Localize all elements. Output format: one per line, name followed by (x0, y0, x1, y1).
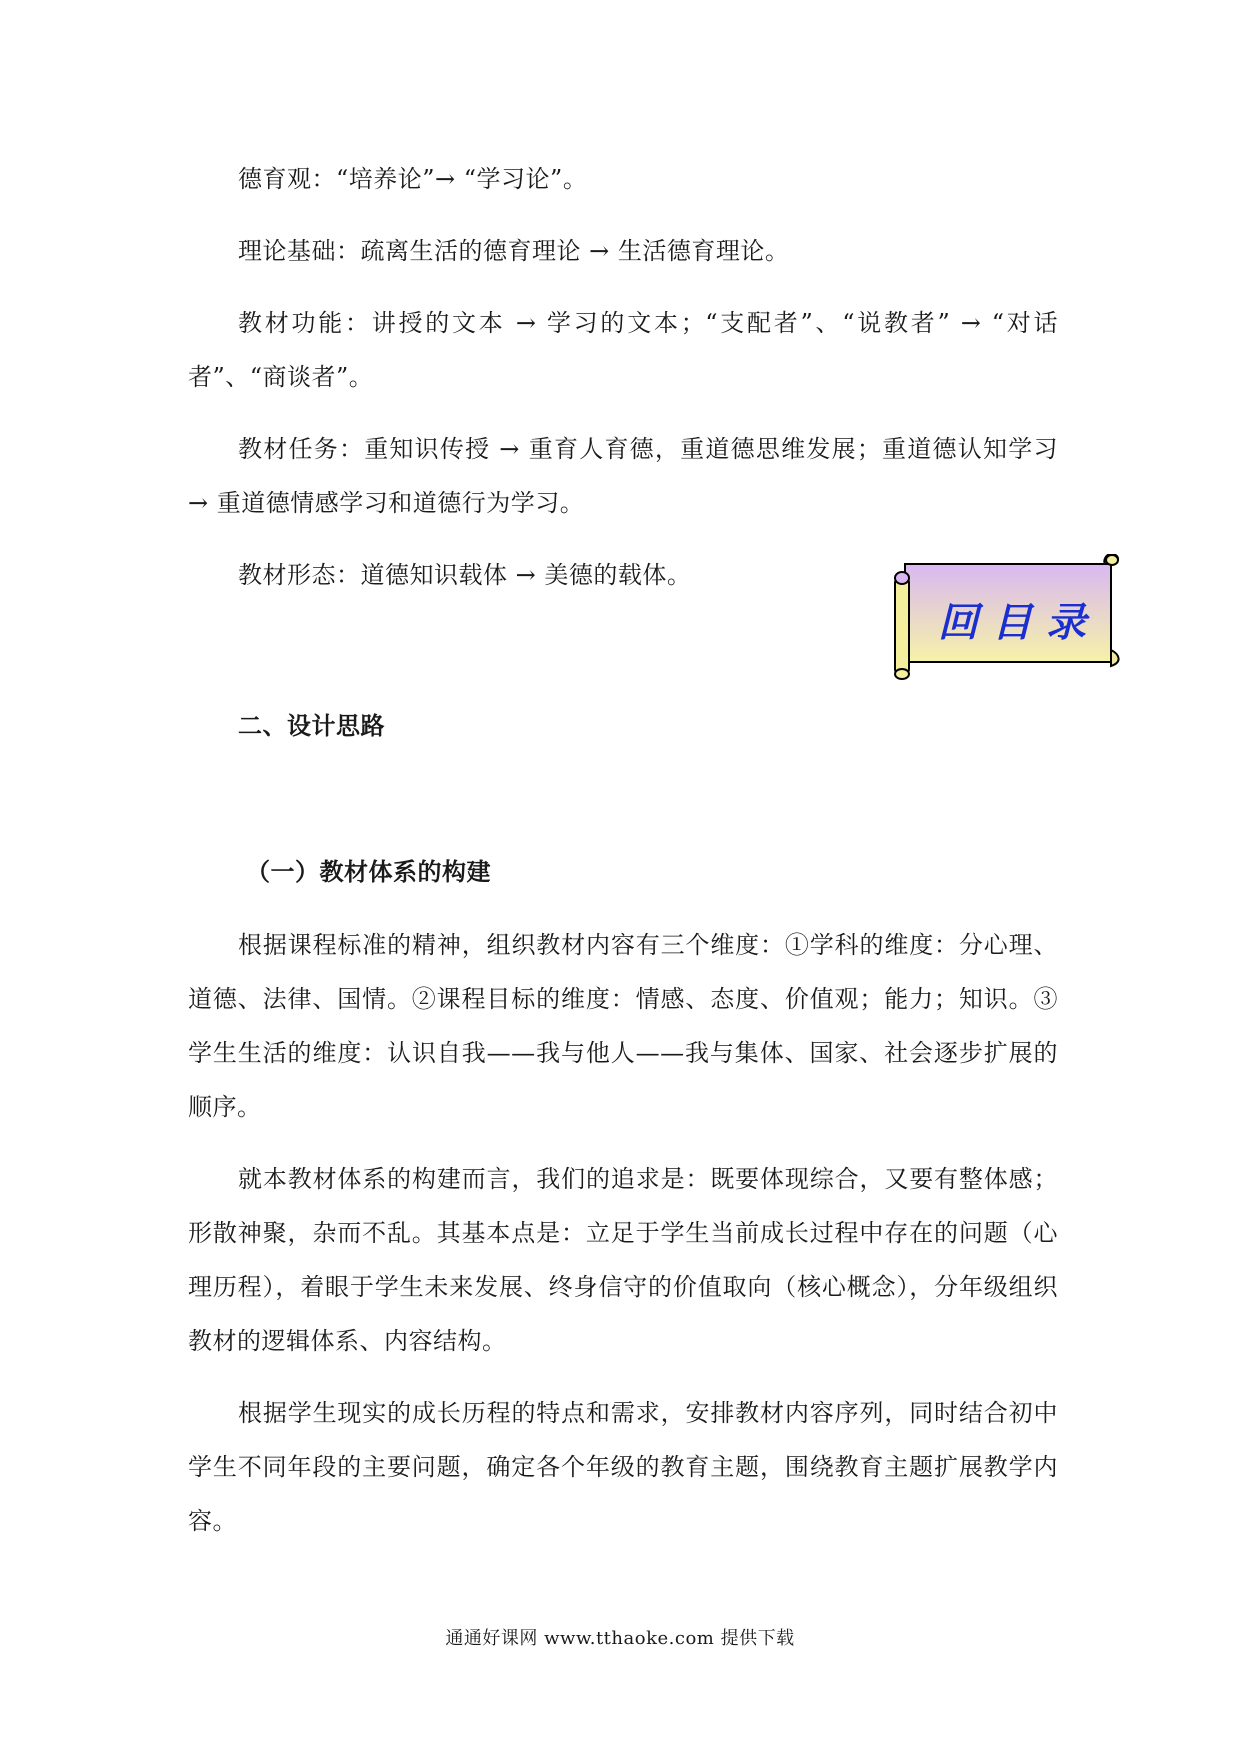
paragraph-textbook-form: 教材形态：道德知识载体 → 美德的载体。 (238, 561, 692, 589)
back-to-contents-label: 回目录 (938, 600, 1100, 646)
paragraph-content-sequence: 根据学生现实的成长历程的特点和需求，安排教材内容序列，同时结合初中学生不同年段的主要问题，确定各个年级的教育主题，围绕教育主题扩展教学内容。 (188, 1399, 1058, 1535)
paragraph-theory-basis: 理论基础：疏离生活的德育理论 → 生活德育理论。 (238, 237, 790, 265)
back-to-contents-button[interactable] (893, 554, 1125, 680)
paragraph-moral-education-view: 德育观：“培养论”→ “学习论”。 (238, 165, 588, 193)
subsection-heading: （一）教材体系的构建 (246, 857, 491, 886)
page-footer: 通通好课网 www.tthaoke.com 提供下载 (445, 1628, 795, 1649)
paragraph-textbook-function: 教材功能：讲授的文本 → 学习的文本；“支配者”、“说教者” → “对话者”、“商谈者”。 (188, 309, 1058, 391)
paragraph-three-dimensions: 根据课程标准的精神，组织教材内容有三个维度：①学科的维度：分心理、道德、法律、国情。②课程目标的维度：情感、态度、价值观；能力；知识。③学生生活的维度：认识自我——我与他人——我与集体、国家、社会逐步扩展的顺序。 (188, 931, 1058, 1121)
section-heading: 二、设计思路 (238, 711, 385, 740)
paragraph-system-pursuit: 就本教材体系的构建而言，我们的追求是：既要体现综合，又要有整体感；形散神聚，杂而不乱。其基本点是：立足于学生当前成长过程中存在的问题（心理历程），着眼于学生未来发展、终身信守的价值取向（核心概念），分年级组织教材的逻辑体系、内容结构。 (188, 1165, 1058, 1355)
paragraph-textbook-task: 教材任务：重知识传授 → 重育人育德，重道德思维发展；重道德认知学习 → 重道德情感学习和道德行为学习。 (188, 435, 1058, 517)
